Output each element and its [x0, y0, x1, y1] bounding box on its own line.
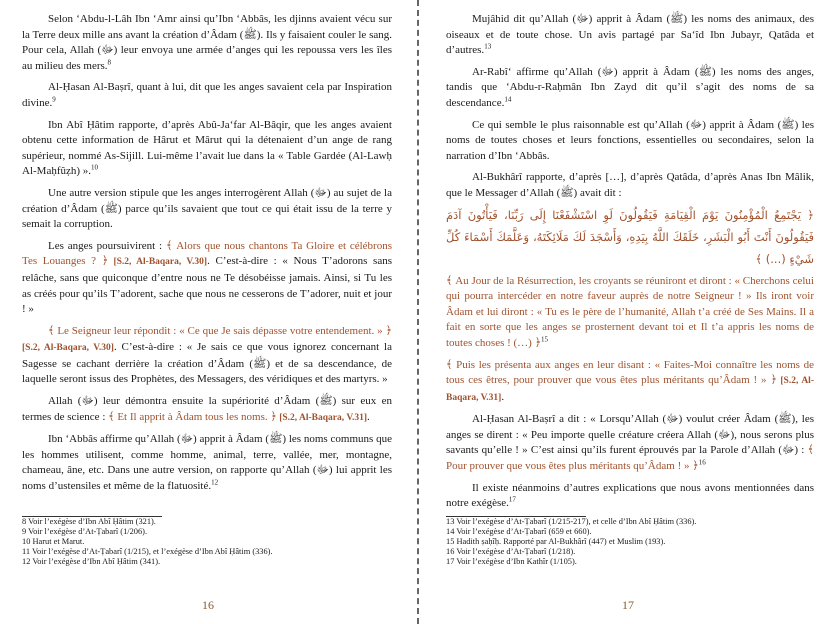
paragraph: Ce qui semble le plus raisonnable est qu’Allah (ﷻ) apprit à Âdam (ﷺ) les noms de toutes choses et leurs fonctions, essentielles ou secondaires, selon la narration d’Ibn ‘Abbâs. — [446, 118, 815, 162]
right-body — [446, 12, 814, 512]
paragraph: Une autre version stipule que les anges interrogèrent Allah (ﷻ) au sujet de la création d’Âdam (ﷺ) parce qu’ils savaient que tout ce qui était issu de la terre y semait la corruption. — [22, 186, 392, 231]
page-number: 17 — [622, 598, 634, 612]
paragraph: Al-Bukhârî rapporte, d’après […], d’après Qatâda, d’après Anas Ibn Mâlik, que le Messager d’Allah (ﷺ) avait dit : — [446, 171, 814, 199]
arabic-hadith: ﴿ يَجْتَمِعُ الْمُؤْمِنُونَ يَوْمَ الْقِيَامَةِ فَيَقُولُونَ لَوِ اسْتَشْفَعْنَا إِلَى رَبِّنَا، فَيَأْتُونَ آدَمَ فَيَقُولُونَ أَنْتَ أَبُو الْبَشَرِ، خَلَقَكَ اللَّهُ بِيَدِهِ، وَأَسْجَدَ لَكَ مَلَائِكَتَهُ، وَعَلَّمَكَ أَسْمَاءَ كُلِّ شَيْءٍ (...) ﴾ — [446, 207, 814, 266]
footnote: 11 Voir l’exégèse d’At-Ṭabarî (1/215), et l’exégèse d’Ibn Abî Ḥâtim (336). — [22, 547, 273, 556]
paragraph: ﴾ Puis les présenta aux anges en leur disant : « Faites-Moi connaître les noms de tous ces êtres, pour prouver que vous êtes plus méritants qu’Âdam ! » ﴿ [S.2, Al-Baqara, V.31]. — [446, 358, 814, 403]
paragraph: Il existe néanmoins d’autres explications que nous avons mentionnées dans notre exégèse.$^{17}$ — [446, 481, 814, 510]
footnote: 13 Voir l’exégèse d’At-Ṭabarî (1/215-217), et celle d’Ibn Abî Ḥâtim (336). — [446, 517, 697, 526]
paragraph: Ibn Abî Ḥâtim rapporte, d’après Abû-Ja‘far Al-Bâqir, que les anges avaient obtenu cette information de Hârut et Mârut qui la détenaient d’un ange de rang supérieur, nommé As-Sijill. Lui-même l’avait lue dans la « Table Gardée (Al-Lawḥ Al-Maḥfûẓh) ».$^{10}$ — [22, 118, 392, 178]
paragraph: Ar-Rabî‘ affirme qu’Allah (ﷻ) apprit à Âdam (ﷺ) les noms des anges, tandis que ‘Abdu-r-Raḥmân Ibn Zayd dit qu’il s’agit des noms de sa descendance.$^{14}$ — [446, 65, 815, 109]
quran-quote: ﴾ Le Seigneur leur répondit : « Ce que Je sais dépasse votre entendement. » ﴿ — [48, 324, 392, 337]
footnotes — [22, 516, 392, 567]
quran-quote: ﴾ Puis les présenta aux anges en leur disant : « Faites-Moi connaître les noms de tous ces êtres, pour prouver que vous êtes plus méritants qu’Âdam ! » ﴿ — [446, 358, 814, 387]
hadith-translation: ﴾ Au Jour de la Résurrection, les croyants se réuniront et diront : « Cherchons celui qui pourra intercéder en notre faveur auprès de notre Seigneur ! » Ils iront voir Âdam et lui diront : « Tu es le père de l’humanité, Allah t’a créé de Ses Mains. Il a fait en sorte que les anges se prosternent devant toi et Il t’a appris les noms de toutes choses ! (…) ﴿ — [446, 274, 814, 349]
footnote: 15 Hadith ṣaḥîḥ. Rapporté par Al-Bukhârî (447) et Muslim (193). — [446, 537, 666, 546]
paragraph: ﴾ Le Seigneur leur répondit : « Ce que Je sais dépasse votre entendement. » ﴿ [S.2, Al-Baqara, V.30]. C’est-à-dire : « Je sais ce que vous ignorez concernant la Sagesse se cachant derrière la création d’Âdam (ﷺ) et de sa descendance, de laquelle seront issus des Prophètes, des Messagers, des véridiques et des martyrs. » — [22, 324, 392, 386]
paragraph: Al-Ḥasan Al-Baṣrî a dit : « Lorsqu’Allah (ﷻ) voulut créer Âdam (ﷺ), les anges se dirent : « Peu importe quelle créature créera Allah (ﷻ), nous serons plus savants qu’elle ! » C’est ainsi qu’ils furent éprouvés par la Parole d’Allah (ﷻ) : ﴾ Pour prouver que vous êtes plus méritants qu’Âdam ! » ﴿$^{16}$ — [446, 413, 814, 473]
verse-ref: [S.2, Al-Baqara, V.30] — [22, 343, 114, 354]
quran-quote: ﴾ Et Il apprit à Âdam tous les noms. ﴿ — [108, 410, 277, 423]
paragraph: ﴾ Au Jour de la Résurrection, les croyants se réuniront et diront : « Cherchons celui qui pourra intercéder en notre faveur auprès de notre Seigneur ! » Ils iront voir Âdam et lui diront : « Tu es le père de l’humanité, Allah t’a créé de Ses Mains. Il a fait en sorte que les anges se prosternent devant toi et Il t’a appris les noms de toutes choses ! (…) ﴿$^{15}$ — [446, 274, 814, 349]
paragraph: Les anges poursuivirent : ﴾ Alors que nous chantons Ta Gloire et célébrons Tes Louanges ? ﴿ [S.2, Al-Baqara, V.30]. C’est-à-dire : « Nous T’adorons sans relâche, sans que quiconque d’entre nous ne Te désobéisse jamais. Ainsi, si Tu les as créés pour qu’ils T’adorent, sache que nous ne cesserons de T’adorer, nuit et jour ! » — [22, 239, 392, 316]
page-number: 16 — [202, 598, 214, 612]
page-divider — [417, 0, 419, 624]
verse-ref: [S.2, Al-Baqara, V.30] — [108, 257, 208, 268]
footnote: 16 Voir l’exégèse d’At-Ṭabarî (1/218). — [446, 547, 576, 556]
footnotes — [446, 516, 816, 567]
quran-quote: ﴾ Pour prouver que vous êtes plus méritants qu’Âdam ! » ﴿ — [446, 444, 814, 473]
quran-quote: ﴾ Alors que nous chantons Ta Gloire et célébrons Tes Louanges ? ﴿ — [22, 239, 392, 268]
footnote: 17 Voir l’exégèse d’Ibn Kathîr (1/105). — [446, 557, 577, 566]
paragraph: Mujâhid dit qu’Allah (ﷻ) apprit à Âdam (ﷺ) les noms des animaux, des oiseaux et de toute chose. Un avis partagé par Sa‘îd Ibn Jubayr, Qatâda et d’autres.$^{13}$ — [446, 13, 814, 57]
verse-ref: [S.2, Al-Baqara, V.31] — [446, 376, 814, 403]
footnote: 14 Voir l’exégèse d’At-Ṭabarî (659 et 660). — [446, 527, 592, 536]
paragraph: Ibn ‘Abbâs affirme qu’Allah (ﷻ) apprit à Âdam (ﷺ) les noms communs que les hommes utilisent, comme homme, animal, terre, vallée, mer, montagne, chameau, âne, etc. Dans une autre version, on rapporte qu’Allah (ﷻ) lui apprit les noms d’ustensiles et même de la flatuosité.$^{12}$ — [22, 433, 392, 493]
left-page — [0, 0, 416, 624]
left-body — [22, 12, 392, 495]
right-page — [420, 0, 836, 624]
verse-ref: [S.2, Al-Baqara, V.31] — [276, 412, 368, 423]
footnote: 12 Voir l’exégèse d’Ibn Abî Ḥâtim (341). — [22, 557, 161, 566]
paragraph: Allah (ﷻ) leur démontra ensuite la supériorité d’Âdam (ﷺ) sur eux en termes de science : ﴾ Et Il apprit à Âdam tous les noms. ﴿ [S.2, Al-Baqara, V.31]. — [22, 395, 392, 423]
footnote: 8 Voir l’exégèse d’Ibn Abî Ḥâtim (321). — [22, 517, 156, 526]
paragraph: Selon ‘Abdu-l-Lâh Ibn ‘Amr ainsi qu’Ibn ‘Abbâs, les djinns avaient vécu sur la Terre deux mille ans avant la création d’Âdam (ﷺ). Ils y faisaient couler le sang. Pour cela, Allah (ﷻ) leur envoya une armée d’anges qui les repoussa vers les îles au milieu des mers.$^8$ — [22, 13, 393, 72]
footnote: 10 Harut et Marut. — [22, 537, 85, 546]
paragraph: Al-Ḥasan Al-Baṣrî, quant à lui, dit que les anges savaient cela par Inspiration divine.$^9$ — [22, 81, 392, 109]
footnote: 9 Voir l’exégèse d’At-Ṭabarî (1/206). — [22, 527, 148, 536]
